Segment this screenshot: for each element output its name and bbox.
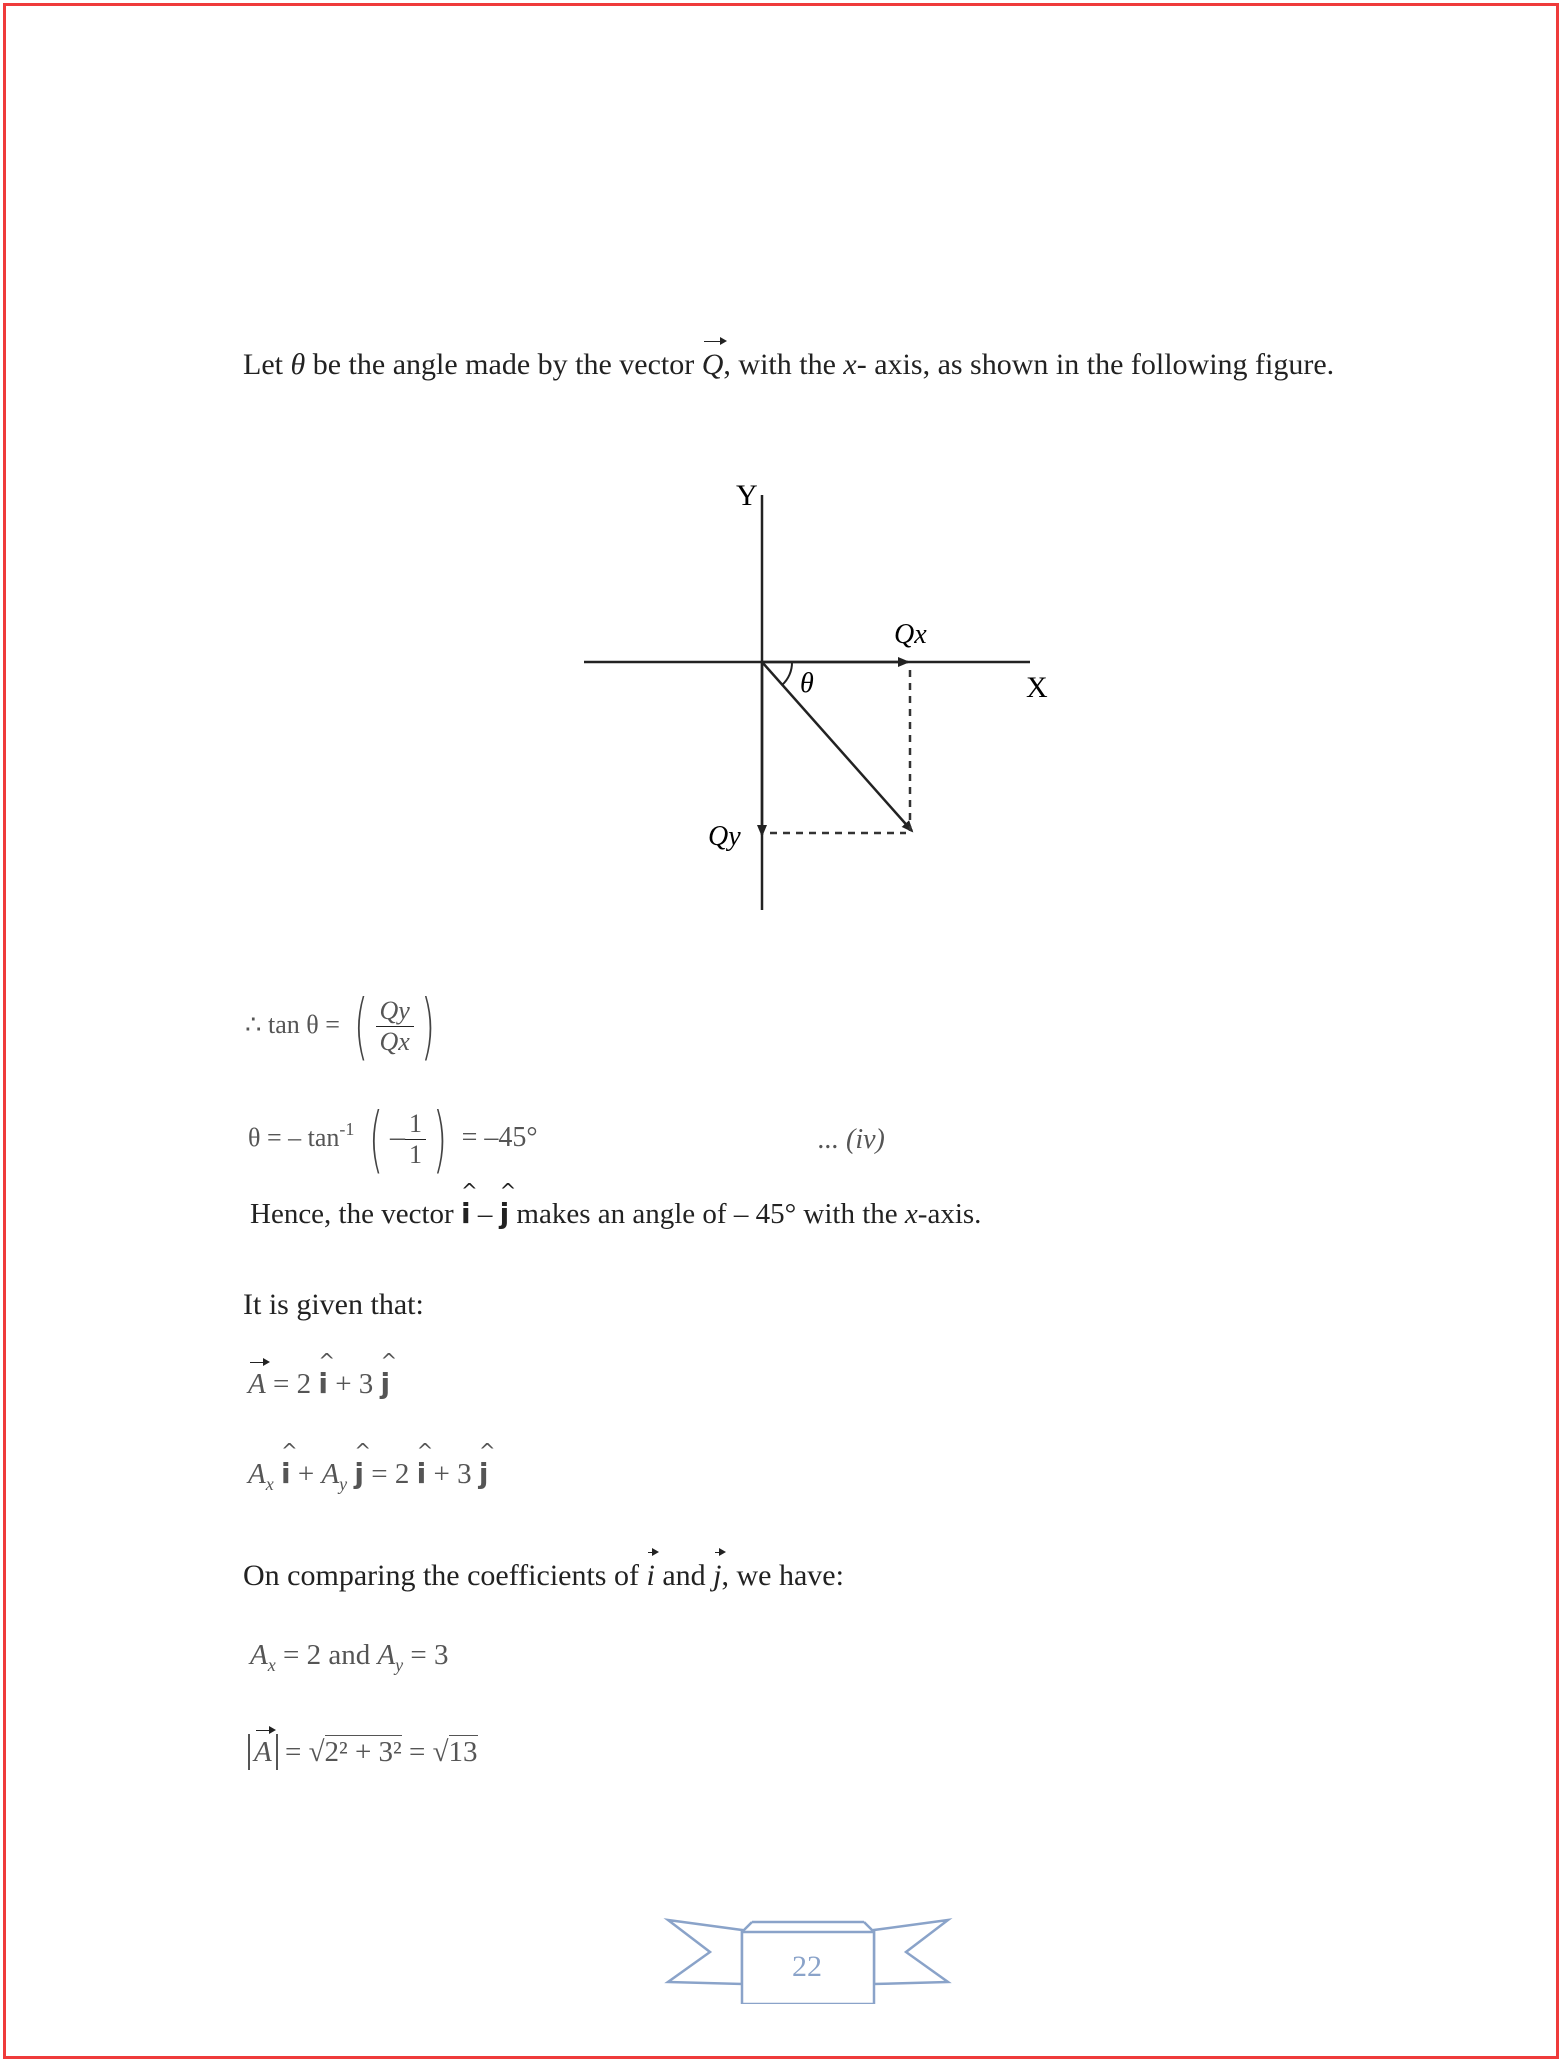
eq-text: = 2 <box>265 1368 319 1400</box>
angle-arc <box>782 662 792 685</box>
minus-sign: – <box>389 1119 405 1153</box>
page-border <box>3 3 1559 2059</box>
sqrt-result: 13 <box>448 1736 478 1768</box>
hence-text: -axis. <box>917 1198 982 1230</box>
unit-vector-j: ^ j <box>479 1456 489 1492</box>
hence-text: Hence, the vector <box>250 1198 461 1230</box>
qx-label: Qx <box>894 619 927 650</box>
qy-label: Qy <box>708 821 741 852</box>
eq-text: = 3 <box>403 1639 449 1671</box>
a-symbol: A <box>248 1458 266 1490</box>
eq-components <box>248 1456 488 1496</box>
eq-text: = √ <box>401 1736 449 1768</box>
intro-paragraph <box>243 345 1373 385</box>
unit-vector-i: ^ i <box>461 1196 471 1232</box>
vector-j: j <box>713 1556 721 1595</box>
unit-vector-i: ^ i <box>417 1456 427 1492</box>
unit-vector-i: ^ i <box>318 1366 328 1402</box>
vector-q: Q <box>702 345 724 385</box>
hence-statement <box>250 1196 981 1234</box>
theta-label: θ <box>800 668 814 699</box>
eq-magnitude <box>248 1734 478 1772</box>
eq-text: = 2 and <box>275 1639 378 1671</box>
vector-a: A <box>254 1736 272 1768</box>
eq-text: = 2 <box>364 1458 417 1490</box>
eq-theta-value: θ = – $\tan^{-1}$ ( – $\frac{1}{1}$ ) = –45° <box>248 1097 538 1181</box>
unit-vector-i: ^ i <box>281 1456 291 1492</box>
a-symbol: A <box>250 1639 268 1671</box>
eq-text: + 3 <box>426 1458 479 1490</box>
subscript-x: x <box>265 1473 274 1494</box>
sqrt-radicand: 2² + 3² <box>324 1736 402 1768</box>
x-axis-label: X <box>1026 671 1048 704</box>
eq-vector-a <box>248 1366 390 1404</box>
equation-reference: ... (iv) <box>818 1124 885 1155</box>
eq-theta-result: = –45° <box>461 1121 538 1153</box>
comparing-text: , we have: <box>721 1559 844 1592</box>
eq-tan-theta: ∴ tan θ = ( $\frac{Qy}{Qx}$ ) <box>245 984 435 1068</box>
eq-text: + 3 <box>327 1368 381 1400</box>
vector-i: i <box>646 1556 654 1595</box>
eq-text: + <box>290 1458 322 1490</box>
unit-vector-j: ^ j <box>381 1366 391 1402</box>
fraction-numerator: 1 <box>405 1109 426 1140</box>
intro-text: be the angle made by the vector <box>305 348 702 381</box>
q-vector-arrow <box>762 662 912 831</box>
vector-a: A <box>248 1366 266 1404</box>
fraction-denominator: 1 <box>408 1139 422 1169</box>
intro-text: - axis, as shown in the following figure. <box>856 348 1335 381</box>
eq-tan-prefix: ∴ tan θ = <box>245 1009 340 1039</box>
given-statement: It is given that: <box>243 1288 424 1321</box>
minus-sign: – <box>470 1198 500 1230</box>
fraction-one-one <box>405 1109 426 1170</box>
eq-component-values <box>250 1637 449 1677</box>
y-axis-label: Y <box>736 479 758 512</box>
page-number: 22 <box>792 1950 822 1983</box>
a-symbol: A <box>377 1639 396 1671</box>
theta-symbol: θ <box>290 348 306 381</box>
unit-vector-j: ^ j <box>500 1196 510 1232</box>
a-symbol: A <box>321 1458 340 1490</box>
comparing-text: On comparing the coefficients of <box>243 1559 647 1592</box>
intro-text: , with the <box>723 348 844 381</box>
fraction-numerator: Qy <box>376 996 414 1027</box>
fraction-qy-qx <box>376 996 414 1057</box>
eq-theta-prefix: θ = – tan <box>248 1122 340 1152</box>
subscript-x: x <box>267 1654 276 1675</box>
eq-text: = √ <box>277 1736 325 1768</box>
comparing-text: and <box>654 1559 714 1592</box>
inverse-superscript: -1 <box>339 1118 355 1139</box>
unit-vector-j: ^ j <box>354 1456 364 1492</box>
fraction-denominator: Qx <box>379 1026 410 1056</box>
subscript-y: y <box>339 1473 348 1494</box>
subscript-y: y <box>395 1654 404 1675</box>
x-symbol: x <box>843 348 857 381</box>
intro-text: Let <box>243 348 291 381</box>
x-symbol: x <box>904 1198 918 1230</box>
vector-diagram <box>560 475 1080 925</box>
hence-text: makes an angle of – 45° with the <box>509 1198 905 1230</box>
comparing-statement <box>243 1556 844 1595</box>
